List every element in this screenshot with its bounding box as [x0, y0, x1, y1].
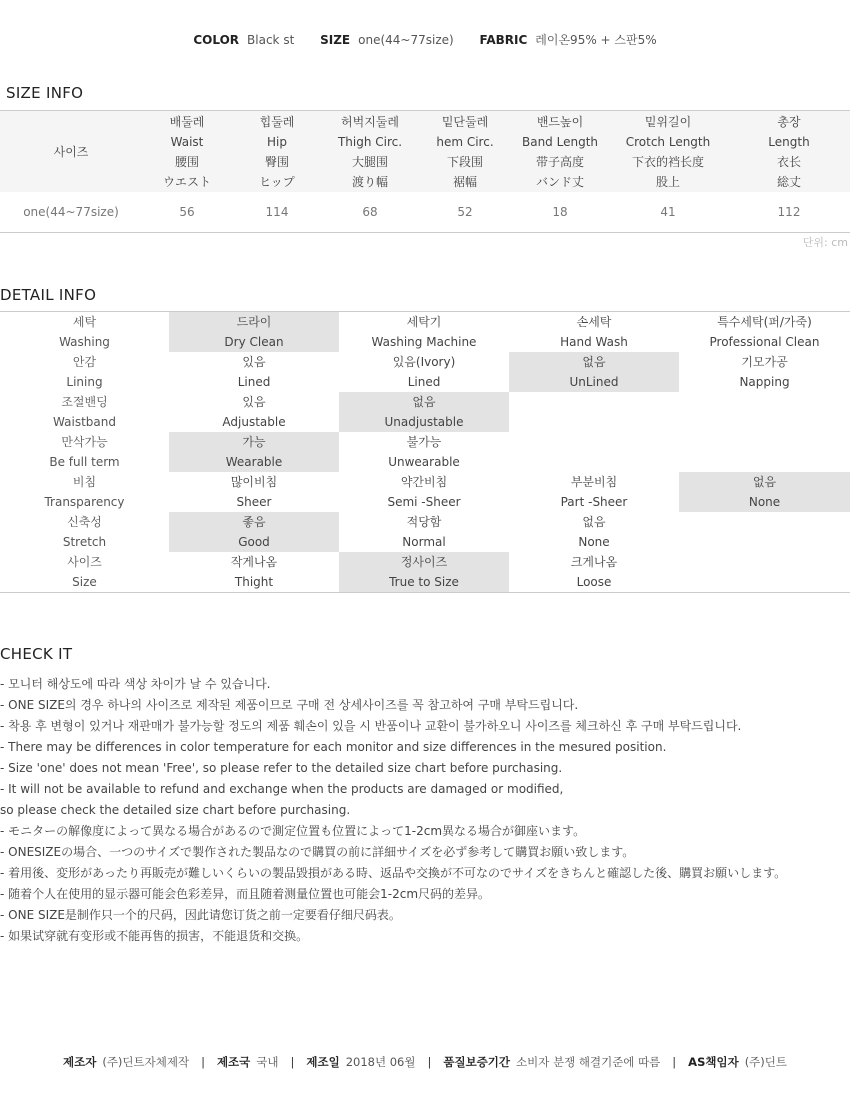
detail-option — [169, 432, 339, 472]
footer-value: 2018년 06월 — [345, 1055, 416, 1069]
check-line: - It will not be available to refund and exchange when the products are damaged or modified, — [0, 782, 564, 796]
detail-option-text: 특수세탁(퍼/가죽) — [717, 315, 812, 329]
size-column-label: 총장 — [777, 114, 801, 129]
footer-separator: | — [427, 1055, 432, 1069]
size-column-label: 带子高度 — [535, 154, 584, 169]
detail-option-text: 많이비침 — [230, 475, 278, 489]
footer-separator: | — [672, 1055, 677, 1069]
size-cell-value: 114 — [265, 205, 289, 219]
detail-option-text: Lined — [237, 375, 271, 389]
detail-option-text: Unwearable — [388, 455, 460, 469]
detail-label-text: 조절밴딩 — [61, 395, 108, 409]
detail-label-text: Size — [72, 575, 97, 589]
detail-option-text: 크게나옴 — [570, 555, 618, 569]
detail-label — [0, 312, 169, 352]
detail-row — [0, 472, 850, 512]
detail-row — [0, 552, 850, 592]
detail-option — [679, 472, 850, 512]
footer-value: 국내 — [256, 1055, 279, 1069]
size-column-header — [232, 111, 322, 192]
size-column-label: 臀围 — [264, 154, 289, 169]
detail-row — [0, 352, 850, 392]
footer-label: 제조자 — [63, 1055, 97, 1069]
size-column-header — [512, 111, 608, 192]
check-line: - ONESIZEの場合、一つのサイズで製作された製品なので購買の前に詳細サイズを必ず参考して購買お願い致します。 — [0, 845, 635, 859]
detail-label — [0, 512, 169, 552]
size-value: one(44~77size) — [358, 33, 454, 47]
detail-label — [0, 352, 169, 392]
detail-label-text: Be full term — [49, 455, 120, 469]
detail-option-text: None — [748, 495, 781, 509]
detail-label-text: 신축성 — [67, 515, 102, 529]
size-column-label: 밑단둘레 — [441, 114, 489, 129]
detail-table — [0, 311, 850, 593]
size-table-row — [0, 192, 850, 233]
footer-info — [0, 1054, 850, 1070]
size-cell-value: 68 — [362, 205, 378, 219]
check-line: - ONE SIZE是制作只一个的尺码，因此请您订货之前一定要看仔细尺码表。 — [0, 908, 401, 922]
detail-label-text: 사이즈 — [67, 555, 102, 569]
detail-option-text: Part -Sheer — [560, 495, 628, 509]
detail-label — [0, 432, 169, 472]
detail-option-text: Napping — [739, 375, 790, 389]
detail-option — [679, 352, 850, 392]
footer-value: (주)딘트 — [744, 1055, 787, 1069]
check-line: - 随着个人在使用的显示器可能会色彩差异，而且随着测量位置也可能会1-2cm尺码的差异。 — [0, 887, 491, 901]
detail-option-text: Loose — [576, 575, 612, 589]
detail-option-text: Professional Clean — [709, 335, 820, 349]
footer-value: 소비자 분쟁 해결기준에 따름 — [516, 1055, 661, 1069]
detail-option-text: 없음 — [582, 355, 606, 369]
detail-option-text: 있음(Ivory) — [392, 355, 456, 369]
detail-option-text: Sheer — [236, 495, 272, 509]
detail-option-text: 세탁기 — [406, 315, 442, 329]
size-column-label: 裾幅 — [452, 174, 477, 189]
check-line: - Size 'one' does not mean 'Free', so please refer to the detailed size chart before purchasing. — [0, 761, 563, 775]
size-column-header — [608, 111, 728, 192]
detail-option-text: 좋음 — [242, 515, 266, 529]
check-line: - ONE SIZE의 경우 하나의 사이즈로 제작된 제품이므로 구매 전 상세사이즈를 꼭 참고하여 구매 부탁드립니다. — [0, 698, 579, 712]
detail-option-text: Hand Wash — [560, 335, 628, 349]
detail-option — [339, 352, 509, 392]
detail-label-text: Stretch — [62, 535, 107, 549]
detail-option — [509, 352, 679, 392]
size-column-label: 腰围 — [174, 154, 199, 169]
size-column-header — [418, 111, 512, 192]
detail-option — [509, 472, 679, 512]
size-column-label: Length — [768, 134, 810, 149]
size-column-label: Waist — [170, 134, 204, 149]
fabric-label: FABRIC — [479, 33, 528, 47]
size-column-label: 下段围 — [446, 154, 483, 169]
check-line: - There may be differences in color temperature for each monitor and size differences in the mesured position. — [0, 740, 667, 754]
detail-label-text: Waistband — [53, 415, 116, 429]
detail-option — [169, 312, 339, 352]
detail-option — [509, 312, 679, 352]
check-line: - 착용 후 변형이 있거나 재판매가 불가능할 정도의 제품 훼손이 있을 시 반품이나 교환이 불가하오니 사이즈를 체크하신 후 구매 부탁드립니다. — [0, 719, 742, 733]
detail-option — [339, 472, 509, 512]
detail-row — [0, 392, 850, 432]
detail-option-text: 불가능 — [406, 435, 442, 449]
detail-option — [169, 552, 339, 592]
size-column-header — [728, 111, 850, 192]
size-column-header — [322, 111, 418, 192]
detail-option — [339, 552, 509, 592]
detail-option-text: None — [578, 535, 610, 549]
size-column-label: 힙둘레 — [259, 114, 295, 129]
size-cell-value: 56 — [179, 205, 195, 219]
detail-option — [339, 312, 509, 352]
size-column-label: 股上 — [655, 174, 680, 189]
detail-info-title: DETAIL INFO — [0, 286, 97, 304]
size-column-label: Thigh Circ. — [337, 134, 403, 149]
size-column-label: 밑위길이 — [644, 114, 692, 129]
check-line: - モニターの解像度によって異なる場合があるので測定位置も位置によって1-2cm異なる場合が御座います。 — [0, 824, 586, 838]
size-cell-value: 41 — [660, 205, 676, 219]
detail-option — [509, 392, 679, 432]
detail-option-text: 적당함 — [406, 515, 442, 529]
size-column-label: 大腿围 — [351, 154, 388, 169]
detail-option — [679, 512, 850, 552]
size-cell-name: one(44~77size) — [23, 205, 119, 219]
detail-option-text: 없음 — [582, 515, 606, 529]
check-line: so please check the detailed size chart before purchasing. — [0, 803, 351, 817]
detail-label-text: 안감 — [72, 355, 97, 369]
detail-option-text: Wearable — [225, 455, 283, 469]
detail-label-text: 세탁 — [72, 315, 97, 329]
detail-option — [679, 392, 850, 432]
detail-option-text: Adjustable — [222, 415, 286, 429]
size-column-label: 허벅지둘레 — [341, 114, 399, 129]
size-column-label: 総丈 — [776, 174, 801, 189]
size-info-title: SIZE INFO — [6, 84, 84, 102]
check-line: - 如果试穿就有变形或不能再售的损害，不能退货和交换。 — [0, 929, 309, 943]
detail-option-text: 작게나옴 — [230, 555, 278, 569]
footer-separator: | — [290, 1055, 295, 1069]
color-value: Black st — [247, 33, 295, 47]
size-cell-value: 52 — [457, 205, 473, 219]
size-column-label: 배둘레 — [169, 114, 205, 129]
detail-label-text: 만삭가능 — [61, 435, 108, 449]
detail-option — [339, 512, 509, 552]
detail-option-text: Washing Machine — [371, 335, 477, 349]
detail-option-text: 가능 — [242, 435, 266, 449]
detail-option-text: 부분비침 — [570, 475, 618, 489]
size-table-header — [0, 110, 850, 192]
detail-option-text: 기모가공 — [741, 355, 788, 369]
size-column-label: ウエスト — [162, 174, 211, 189]
detail-option-text: Normal — [402, 535, 446, 549]
detail-option — [679, 312, 850, 352]
footer-separator: | — [201, 1055, 205, 1069]
check-line: - 着用後、変形があったり再販売が難しいくらいの製品毀損がある時、返品や交換が不可なのでサイズをきちんと確認した後、購買お願いします。 — [0, 866, 787, 880]
detail-option — [339, 392, 509, 432]
size-cell-value: 18 — [552, 205, 568, 219]
detail-option — [509, 432, 679, 472]
detail-option-text: 없음 — [752, 475, 777, 489]
detail-option-text: True to Size — [389, 575, 459, 589]
size-row-header: 사이즈 — [53, 144, 89, 159]
size-column-label: ヒップ — [259, 174, 295, 189]
detail-option — [169, 512, 339, 552]
size-column-label: hem Circ. — [436, 134, 494, 149]
detail-option — [169, 472, 339, 512]
detail-label-text: Lining — [66, 375, 103, 389]
detail-option — [169, 392, 339, 432]
detail-label — [0, 552, 169, 592]
detail-option — [339, 432, 509, 472]
footer-label: 제조국 — [216, 1055, 251, 1069]
size-table — [0, 110, 850, 233]
size-column-header — [142, 111, 232, 192]
detail-label — [0, 392, 169, 432]
detail-label-text: 비침 — [72, 475, 97, 489]
detail-option-text: 손세탁 — [576, 315, 612, 329]
detail-option-text: 약간비침 — [400, 475, 448, 489]
check-it-list — [0, 674, 850, 947]
unit-note: 단위: cm — [802, 236, 848, 249]
size-column-label: 渡り幅 — [351, 174, 388, 189]
detail-option-text: Thight — [234, 575, 274, 589]
detail-row — [0, 312, 850, 352]
detail-option-text: 드라이 — [236, 315, 272, 329]
detail-option — [169, 352, 339, 392]
footer-value: (주)딘트자체제작 — [102, 1055, 190, 1069]
detail-label-text: Transparency — [44, 495, 125, 509]
detail-option-text: 정사이즈 — [400, 555, 448, 569]
detail-option-text: UnLined — [569, 375, 619, 389]
fabric-value: 레이온95% + 스판5% — [535, 33, 657, 47]
detail-option — [509, 552, 679, 592]
size-cell-value: 112 — [777, 205, 801, 219]
detail-option-text: 있음 — [242, 355, 266, 369]
size-column-label: 下衣的裆长度 — [631, 154, 704, 169]
detail-option-text: 있음 — [242, 395, 266, 409]
size-column-label: 밴드높이 — [536, 114, 584, 129]
detail-option-text: Good — [238, 535, 270, 549]
detail-row — [0, 432, 850, 472]
detail-label-text: Washing — [59, 335, 110, 349]
detail-option — [679, 552, 850, 592]
check-line: - 모니터 해상도에 따라 색상 차이가 날 수 있습니다. — [0, 677, 271, 691]
detail-option — [679, 432, 850, 472]
size-column-label: Crotch Length — [625, 134, 711, 149]
footer-label: 품질보증기간 — [443, 1055, 511, 1069]
size-column-label: バンド丈 — [535, 174, 584, 189]
detail-option-text: 없음 — [412, 395, 436, 409]
product-summary — [0, 31, 850, 48]
detail-option-text: Unadjustable — [384, 415, 464, 429]
size-label: SIZE — [320, 33, 351, 47]
detail-option — [509, 512, 679, 552]
check-it-title: CHECK IT — [0, 645, 73, 663]
color-label: COLOR — [193, 33, 240, 47]
detail-option-text: Lined — [407, 375, 441, 389]
size-column-label: Band Length — [521, 134, 598, 149]
detail-option-text: Semi -Sheer — [387, 495, 461, 509]
detail-label — [0, 472, 169, 512]
detail-row — [0, 512, 850, 552]
size-column-label: Hip — [267, 134, 287, 149]
detail-option-text: Dry Clean — [224, 335, 284, 349]
size-column-label: 衣长 — [776, 154, 801, 169]
footer-label: 제조일 — [306, 1055, 340, 1069]
footer-label: AS책임자 — [688, 1055, 739, 1069]
